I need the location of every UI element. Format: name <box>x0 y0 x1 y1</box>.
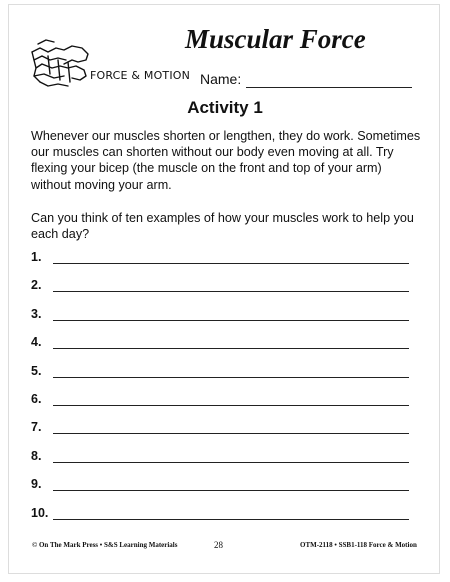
footer-product-code: OTM-2118 • SSB1-118 Force & Motion <box>300 541 417 549</box>
answer-line[interactable] <box>53 462 409 463</box>
answer-number: 9. <box>31 477 42 492</box>
answer-line[interactable] <box>53 433 409 434</box>
answer-item <box>31 449 411 469</box>
name-label: Name: <box>200 71 242 87</box>
answer-item <box>31 364 411 384</box>
question-paragraph: Can you think of ten examples of how your muscles work to help you each day? <box>31 211 414 242</box>
name-field[interactable] <box>200 71 415 91</box>
answer-line[interactable] <box>53 263 409 264</box>
answer-item <box>31 307 411 327</box>
answer-line[interactable] <box>53 348 409 349</box>
answer-item <box>31 278 411 298</box>
activity-heading: Activity 1 <box>187 98 263 117</box>
answer-line[interactable] <box>53 291 409 292</box>
page-number: 28 <box>214 540 223 550</box>
name-line[interactable] <box>246 87 412 88</box>
hand-shake-icon <box>28 30 94 92</box>
answer-line[interactable] <box>53 405 409 406</box>
intro-paragraph: Whenever our muscles shorten or lengthen, they do work. Sometimes our muscles can shorten without our body even moving at all. Try flexing your bicep (the muscle on the front and top of your arm) without moving your arm. <box>31 129 421 192</box>
answer-item <box>31 477 411 497</box>
answer-item <box>31 392 411 412</box>
answer-line[interactable] <box>53 320 409 321</box>
answer-number: 1. <box>31 250 42 264</box>
answer-line[interactable] <box>53 377 409 378</box>
answer-item <box>31 250 411 270</box>
footer-copyright: © On The Mark Press • S&S Learning Materials <box>32 541 178 549</box>
answer-line[interactable] <box>53 519 409 520</box>
unit-label: FORCE & MOTION <box>90 69 191 82</box>
answer-number: 10. <box>31 505 49 520</box>
answer-item <box>31 335 411 355</box>
page-footer <box>0 541 450 555</box>
answer-number: 2. <box>31 278 42 293</box>
answer-number: 3. <box>31 306 42 321</box>
answer-line[interactable] <box>53 490 409 491</box>
answer-item <box>31 420 411 440</box>
page-title: Muscular Force <box>185 24 366 54</box>
answer-item <box>31 506 411 526</box>
answer-number: 4. <box>31 335 42 350</box>
answer-number: 6. <box>31 392 42 406</box>
answer-number: 5. <box>31 363 42 378</box>
answer-number: 7. <box>31 420 42 435</box>
answer-number: 8. <box>31 448 42 463</box>
